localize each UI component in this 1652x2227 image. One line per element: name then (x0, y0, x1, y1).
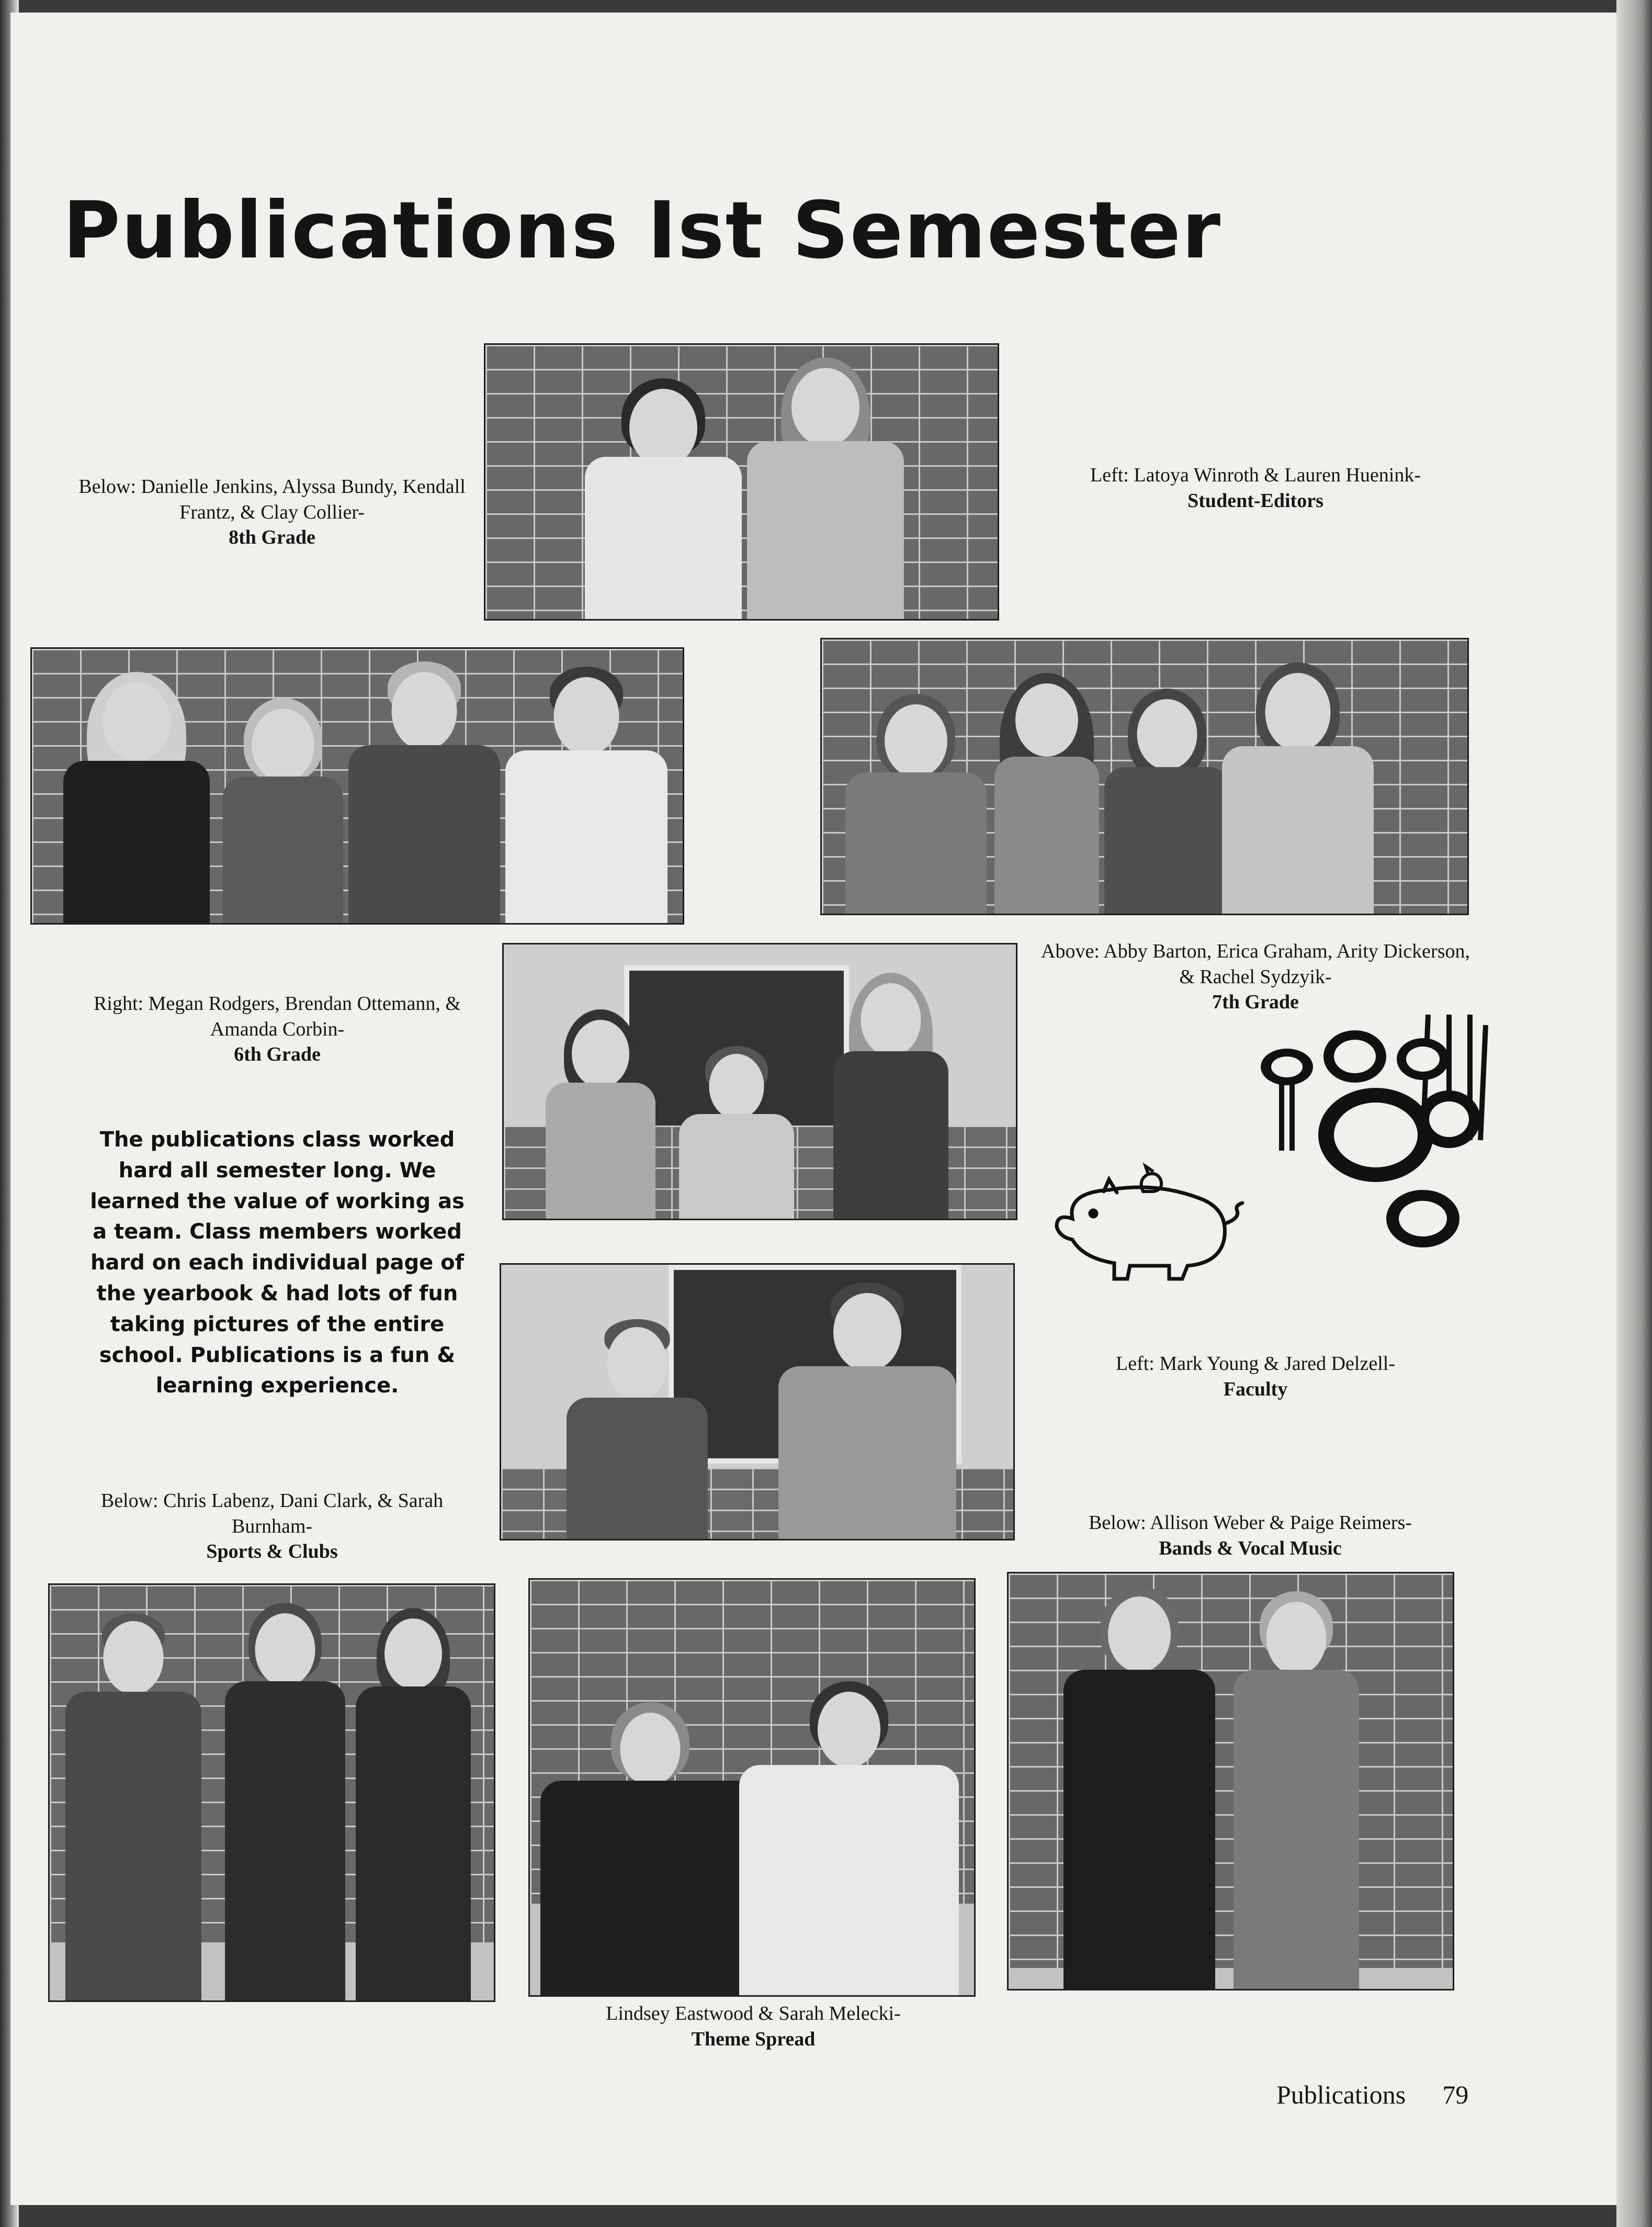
caption-student-editors: Left: Latoya Winroth & Lauren Huenink- Student-Editors (1041, 463, 1470, 513)
person (843, 694, 989, 914)
person (1219, 662, 1376, 914)
person (1099, 689, 1235, 914)
person (1061, 1586, 1218, 1989)
person (580, 378, 747, 619)
person (58, 672, 215, 923)
person (60, 1613, 207, 2000)
drum-set-icon (1250, 1015, 1496, 1266)
person (1228, 1591, 1364, 1989)
caption-7th-grade: Above: Abby Barton, Erica Graham, Arity Dickerson, & Rachel Sydzyik- 7th Grade (1041, 939, 1470, 1015)
photo-theme-spread (528, 1578, 976, 1997)
person (540, 1009, 661, 1219)
caption-group: Sports & Clubs (206, 1540, 338, 1563)
photo-student-editors (484, 343, 999, 621)
caption-group: 8th Grade (229, 526, 315, 549)
body-paragraph: The publications class worked hard all semester long. We learned the value of working as a team. Class members worked hard on each individual page of the yearbook & had lots of fun taking pictures of the entire school. Publications is a fun & learning experience. (90, 1128, 465, 1398)
photo-7th-grade (820, 638, 1469, 915)
caption-theme-spread: Lindsey Eastwood & Sarah Melecki- Theme Spread (534, 2001, 973, 2052)
yearbook-page (10, 13, 1616, 2205)
page-title: Publications Ist Semester (63, 185, 1222, 276)
photo-bands-vocal (1007, 1572, 1454, 1990)
person (220, 698, 346, 923)
person (974, 673, 1120, 914)
caption-group: Faculty (1223, 1378, 1288, 1400)
person (564, 1319, 710, 1539)
footer-section: Publications (1276, 2080, 1406, 2109)
photo-6th-grade (502, 943, 1017, 1220)
caption-8th-grade: Below: Danielle Jenkins, Alyssa Bundy, Kendall Frantz, & Clay Collier- 8th Grade (68, 474, 476, 550)
caption-bands-vocal: Below: Allison Weber & Paige Reimers- Bands & Vocal Music (1025, 1510, 1475, 1561)
person (222, 1603, 348, 2000)
person (503, 667, 670, 923)
photo-sports-clubs (48, 1583, 495, 2002)
person (823, 973, 959, 1219)
person (346, 661, 503, 923)
caption-sports-clubs: Below: Chris Labenz, Dani Clark, & Sarah Burnham- Sports & Clubs (68, 1488, 476, 1565)
caption-faculty: Left: Mark Young & Jared Delzell- Faculty (1041, 1351, 1470, 1402)
caption-group: 6th Grade (234, 1043, 321, 1066)
caption-6th-grade: Right: Megan Rodgers, Brendan Ottemann, & Amanda Corbin- 6th Grade (89, 991, 466, 1067)
person (773, 1283, 961, 1539)
person (676, 1046, 797, 1219)
page-number: 79 (1442, 2080, 1469, 2109)
page-edge (1616, 0, 1652, 2227)
pig-with-bird-icon (1051, 1161, 1271, 1281)
caption-group: Student-Editors (1187, 489, 1323, 512)
caption-group: Theme Spread (691, 2028, 816, 2050)
page-footer (1276, 2079, 1468, 2110)
caption-group: Bands & Vocal Music (1159, 1537, 1342, 1559)
person (729, 1681, 969, 1995)
caption-group: 7th Grade (1212, 991, 1299, 1014)
photo-8th-grade (30, 647, 684, 925)
photo-faculty (500, 1263, 1015, 1540)
person (353, 1608, 473, 2000)
person (742, 357, 909, 619)
